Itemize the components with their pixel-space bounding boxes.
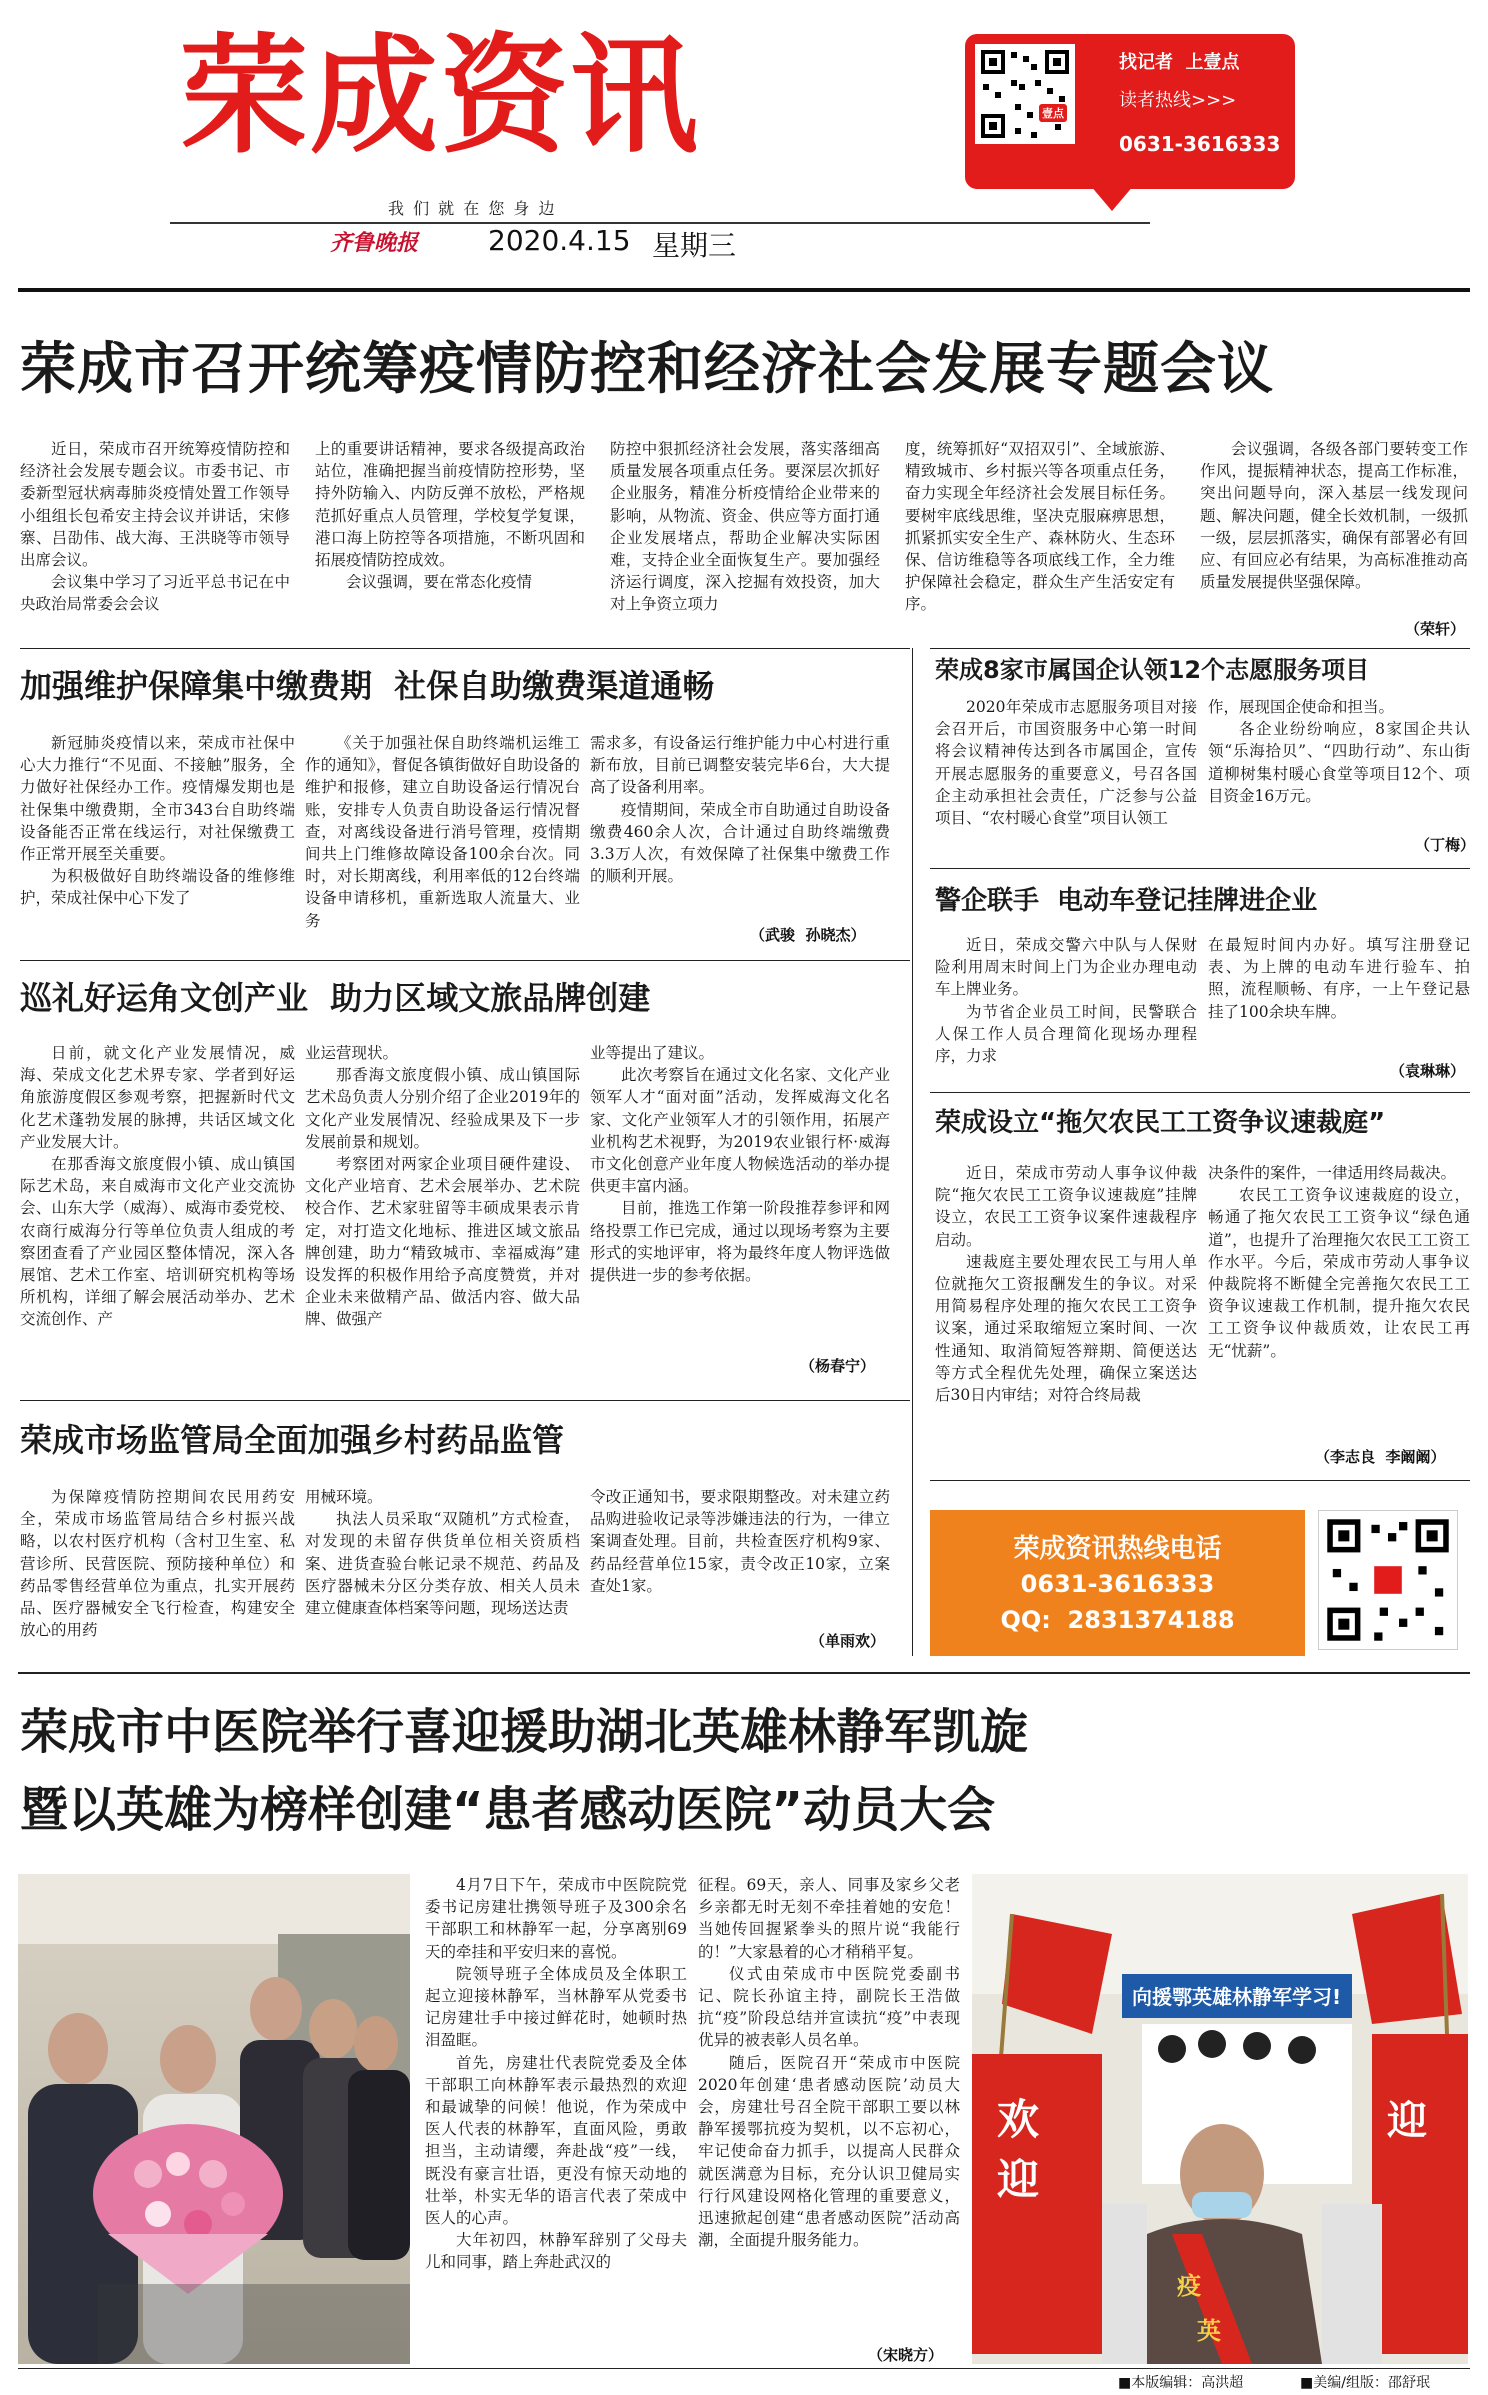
photo-flower-welcome [18, 1874, 410, 2364]
main1-byline: （荣轩） [1405, 620, 1466, 638]
article-paragraph: 各企业纷纷响应，8家国企共认领“乐海拾贝”、“四助行动”、东山街道柳树集村暖心食堂等项目12个、项目资金16万元。 [1208, 720, 1470, 805]
r1-byline: （丁梅） [1415, 836, 1476, 854]
r1-col2 [1208, 696, 1470, 846]
article-paragraph: 征程。69天，亲人、同事及家乡父老乡亲都无时无刻不牵挂着她的安危！当她传回握紧拳头的照片说“我能行的！”大家悬着的心才稍稍平复。 [698, 1876, 960, 1961]
article-paragraph: 近日，荣成市劳动人事争议仲裁院“拖欠农民工工资争议速裁庭”挂牌设立，农民工工资争议案件速裁程序启动。 [935, 1164, 1197, 1249]
article-paragraph: 在最短时间内办好。填写注册登记表、为上牌的电动车进行验车、拍照，流程顺畅、有序，一上午登记悬挂了100余块车牌。 [1208, 936, 1470, 1021]
article-paragraph: 此次考察旨在通过文化名家、文化产业领军人才“面对面”活动，发挥威海文化名家、文化产业领军人才的引领作用，拓展产业机构艺术视野，为2019农业银行杯·威海市文化创意产业年度人物候选活动的举办提供更丰富内涵。 [590, 1066, 890, 1196]
main1-col5 [1200, 438, 1468, 638]
hotline-ad [930, 1510, 1305, 1656]
a2-col1 [20, 732, 295, 954]
svg-text:迎: 迎 [997, 2155, 1040, 2204]
hotline-ad-title: 荣成资讯热线电话 [1013, 1534, 1222, 1564]
article-paragraph: 近日，荣成交警六中队与人保财险利用周末时间上门为企业办理电动车上牌业务。 [935, 936, 1197, 999]
article-paragraph: 为保障疫情防控期间农民用药安全，荣成市场监管局结合乡村振兴战略，以农村医疗机构（含村卫生室、私营诊所、民营医院、预防接种单位）和药品零售经营单位为重点，扎实开展药品、医疗器械安全飞行检查，构建安全放心的用药 [20, 1488, 295, 1640]
article-paragraph: 疫情期间，荣成全市自助通过自助设备缴费460余人次，合计通过自助终端缴费3.3万人次，有效保障了社保集中缴费工作的顺利开展。 [590, 800, 890, 886]
rule-right-1 [930, 868, 1470, 869]
column-divider [912, 648, 913, 1656]
issue-weekday: 星期三 [652, 229, 737, 262]
a3-col3 [590, 1042, 890, 1352]
headline-a4: 荣成市场监管局全面加强乡村药品监管 [20, 1421, 565, 1459]
article-paragraph: 执法人员采取“双随机”方式检查，对发现的未留存供货单位相关资质档案、进货查验台帐记录不规范、药品及医疗器械未分区分类存放、相关人员未建立健康查体档案等问题，现场送达责 [305, 1510, 580, 1618]
r3-col1 [935, 1162, 1197, 1470]
bottom-byline: （宋晓方） [868, 2346, 944, 2364]
article-paragraph: 度，统筹抓好“双招双引”、全域旅游、精致城市、乡村振兴等各项重点任务，奋力实现全年经济社会发展目标任务。要树牢底线思维，坚决克服麻痹思想，抓紧抓实安全生产、森林防火、生态环保、信访维稳等各项底线工作，全力维护保障社会稳定，群众生产生活安定有序。 [905, 440, 1175, 614]
main1-col3 [610, 438, 880, 638]
article-paragraph: 防控中狠抓经济社会发展，落实落细高质量发展各项重点任务。要深层次抓好企业服务，精准分析疫情给企业带来的影响，从物流、资金、供应等方面打通企业发展堵点，帮助企业解决实际困难，支持企业全面恢复生产。要加强经济运行调度，深入挖掘有效投资，加大对上争资立项力 [610, 440, 880, 614]
a3-col1 [20, 1042, 295, 1377]
svg-text:迎: 迎 [1387, 2098, 1427, 2144]
r3-byline: （李志良 李阚阚） [1315, 1448, 1446, 1466]
rule-right-3 [930, 1480, 1470, 1481]
qr-code [975, 44, 1075, 144]
article-paragraph: 院领导班子全体成员及全体职工起立迎接林静军，当林静军从党委书记房建壮手中接过鲜花时，她顿时热泪盈眶。 [425, 1964, 687, 2050]
paper-logo: 齐鲁晚报 [330, 230, 419, 256]
article-paragraph: 目前，推选工作第一阶段推荐参评和网络投票工作已完成，通过以现场考察为主要形式的实地评审，将为最终年度人物评选做提供进一步的参考依据。 [590, 1199, 890, 1285]
rule-bottom-feature [18, 1672, 1470, 1674]
svg-text:英: 英 [1197, 2317, 1221, 2345]
svg-text:向援鄂英雄林静军学习!: 向援鄂英雄林静军学习! [1132, 1985, 1342, 2009]
footer-editor: ■本版编辑：高洪超 [1118, 2375, 1244, 2391]
article-paragraph: 会议强调，各级各部门要转变工作作风，提振精神状态，提高工作标准，突出问题导向，深入基层一线发现问题、解决问题，健全长效机制，一级抓一级，层层抓落实，确保有部署必有回应、有回应必有结果，为高标准推动高质量发展提供坚强保障。 [1200, 440, 1468, 592]
hotline-ad-qq: QQ: 2831374188 [1000, 1606, 1235, 1634]
rule-left-2 [20, 960, 910, 961]
rule-left-3 [20, 1400, 910, 1401]
article-paragraph: 4月7日下午，荣成市中医院院党委书记房建壮携领导班子及300余名干部职工和林静军一起，分享离别69天的牵挂和平安归来的喜悦。 [425, 1876, 687, 1961]
photo-return-ceremony [972, 1874, 1468, 2364]
r3-col2 [1208, 1162, 1470, 1442]
headline-main1: 荣成市召开统筹疫情防控和经济社会发展专题会议 [20, 337, 1274, 402]
a4-col1 [20, 1486, 295, 1646]
svg-text:欢: 欢 [997, 2095, 1040, 2144]
bottom-col1 [425, 1874, 687, 2349]
a2-col3 [590, 732, 890, 932]
article-paragraph: 作，展现国企使命和担当。 [1208, 698, 1395, 716]
article-paragraph: 《关于加强社保自助终端机运维工作的通知》，督促各镇街做好自助设备的维护和报修，建立自助设备运行情况台账，安排专人负责自助设备运行情况督查，对离线设备进行消号管理，疫情期间共上门维修故障设备100余台次。同时，对长期离线，利用率低的12台终端设备申请移机，重新选取人流量大、业务 [305, 734, 580, 930]
article-paragraph: 决条件的案件，一律适用终局裁决。 [1208, 1164, 1457, 1182]
masthead-title: 荣成资讯 [180, 22, 701, 171]
article-paragraph: 首先，房建壮代表院党委及全体干部职工向林静军表示最热烈的欢迎和最诚挚的问候！他说，作为荣成中医人代表的林静军，直面风险，勇敢担当，主动请缨，奔赴战“疫”一线，既没有豪言壮语，更没有惊天动地的壮举，朴实无华的语言代表了荣成中医人的心声。 [425, 2053, 687, 2228]
article-paragraph: 需求多，有设备运行维护能力中心村进行重新布放，目前已调整安装完毕6台，大大提高了设备利用率。 [590, 734, 890, 797]
article-paragraph: 会议强调，要在常态化疫情 [346, 573, 533, 592]
app-badge: 壹点 [1039, 104, 1067, 122]
svg-text:疫: 疫 [1177, 2272, 1201, 2300]
article-paragraph: 新冠肺炎疫情以来，荣成市社保中心大力推行“不见面、不接触”服务，全力做好社保经办工作。疫情爆发期也是社保集中缴费期，全市343台自助终端设备能否正常在线运行，对社保缴费工作正常开展至关重要。 [20, 734, 295, 864]
main1-col2 [315, 438, 585, 638]
a4-col3 [590, 1486, 890, 1624]
article-paragraph: 速裁庭主要处理农民工与用人单位就拖欠工资报酬发生的争议。对采用简易程序处理的拖欠农民工工资争议案，通过采取缩短立案时间、一次性通知、取消简短答辩期、简便送达等方式全程优先处理，确保立案送达后30日内审结；对符合终局裁 [935, 1252, 1197, 1405]
article-paragraph: 为节省企业员工时间，民警联合人保工作人员合理简化现场办理程序，力求 [935, 1002, 1197, 1066]
main1-col4 [905, 438, 1175, 638]
headline-r3: 荣成设立“拖欠农民工工资争议速裁庭” [935, 1108, 1386, 1138]
article-paragraph: 那香海文旅度假小镇、成山镇国际艺术岛负责人分别介绍了企业2019年的文化产业发展情况、经验成果及下一步发展前景和规划。 [305, 1066, 580, 1151]
bottom-col2 [698, 1874, 960, 2324]
article-paragraph: 会议集中学习了习近平总书记在中央政治局常委会会议 [20, 573, 290, 614]
main1-col1 [20, 438, 290, 638]
article-paragraph: 日前，就文化产业发展情况，威海、荣成文化艺术界专家、学者到好运角旅游度假区参观考察，把握新时代文化艺术蓬勃发展的脉搏，共话区域文化产业发展大计。 [20, 1044, 295, 1151]
rule-left-1 [20, 648, 910, 649]
rule-right-0 [930, 648, 1470, 649]
article-paragraph: 令改正通知书，要求限期整改。对未建立药品购进验收记录等涉嫌违法的行为，一律立案调查处理。目前，共检查医疗机构9家、药品经营单位15家，责令改正10家，立案查处1家。 [590, 1488, 890, 1595]
headline-a2: 加强维护保障集中缴费期 社保自助缴费渠道通畅 [20, 667, 715, 705]
headline-a3: 巡礼好运角文创产业 助力区域文旅品牌创建 [20, 979, 651, 1017]
a3-byline: （杨春宁） [800, 1357, 876, 1375]
r2-col1 [935, 934, 1197, 1080]
a4-col2 [305, 1486, 580, 1646]
article-paragraph: 近日，荣成市召开统筹疫情防控和经济社会发展专题会议。市委书记、市委新型冠状病毒肺炎疫情处置工作领导小组组长包希安主持会议并讲话，宋修寨、吕劭伟、战大海、王洪晓等市领导出席会议。 [20, 440, 290, 570]
article-paragraph: 农民工工资争议速裁庭的设立，畅通了拖欠农民工工资争议“绿色通道”，也提升了治理拖欠农民工工资工作水平。今后，荣成市劳动人事争议仲裁院将不断健全完善拖欠农民工工资争议速裁工作机制，提升拖欠农民工工资争议仲裁质效，让农民工再无“忧薪”。 [1208, 1186, 1470, 1360]
hotline-phone: 0631-3616333 [1119, 132, 1281, 156]
article-paragraph: 用械环境。 [305, 1488, 383, 1506]
article-paragraph: 2020年荣成市志愿服务项目对接会召开后，市国资服务中心第一时间将会议精神传达到各市属国企，宣传开展志愿服务的重要意义，号召各国企主动承担社会责任，广泛参与公益项目、“农村暖心食堂”项目认领工 [935, 698, 1197, 828]
headline-r2: 警企联手 电动车登记挂牌进企业 [935, 886, 1318, 916]
article-paragraph: 业等提出了建议。 [590, 1044, 715, 1062]
r2-col2 [1208, 934, 1470, 1054]
hotline-ad-phone: 0631-3616333 [1020, 1570, 1215, 1598]
r2-byline: （袁琳琳） [1390, 1062, 1466, 1080]
a2-byline: （武骏 孙晓杰） [750, 926, 866, 944]
r1-col1 [935, 696, 1197, 856]
article-paragraph: 在那香海文旅度假小镇、成山镇国际艺术岛，来自威海市文化产业交流协会、山东大学（威海）、威海市委党校、农商行威海分行等单位负责人组成的考察团查看了产业园区整体情况，深入各展馆、艺术工作室、培训研究机构等场所机构，详细了解会展活动举办、艺术交流创作、产 [20, 1155, 295, 1329]
hotline-line2: 读者热线>>> [1119, 90, 1237, 111]
headline-r1: 荣成8家市属国企认领12个志愿服务项目 [935, 656, 1370, 684]
headline-bottom-2: 暨以英雄为榜样创建“患者感动医院”动员大会 [20, 1782, 996, 1838]
masthead-slogan: 我 们 就 在 您 身 边 [388, 199, 557, 218]
headline-bottom-1: 荣成市中医院举行喜迎援助湖北英雄林静军凯旋 [20, 1704, 1029, 1760]
ad-qr-code [1318, 1510, 1458, 1650]
article-paragraph: 仪式由荣成市中医院党委副书记、院长孙谊主持，副院长王浩做抗“疫”阶段总结并宣读抗“疫”中表现优异的被表彰人员名单。 [698, 1964, 960, 2050]
a2-col2 [305, 732, 580, 954]
footer-rule [18, 2368, 1470, 2369]
footer-designer: ■美编/组版：邵舒珉 [1300, 2375, 1430, 2391]
article-paragraph: 上的重要讲话精神，要求各级提高政治站位，准确把握当前疫情防控形势，坚持外防输入、内防反弹不放松，严格规范抓好重点人员管理，学校复学复课，港口海上防控等各项措施，不断巩固和拓展疫情防控成效。 [315, 440, 585, 570]
hotline-box-tail [1090, 185, 1134, 211]
article-paragraph: 为积极做好自助终端设备的维修维护，荣成社保中心下发了 [20, 867, 295, 908]
issue-date: 2020.4.15 [488, 224, 631, 257]
article-paragraph: 考察团对两家企业项目硬件建设、文化产业培育、艺术会展举办、艺术院校合作、艺术家驻留等丰硕成果表示肯定，对打造文化地标、推进区域文旅品牌创建，助力“精致城市、幸福威海”建设发挥的积极作用给予高度赞赏，并对企业未来做精产品、做活内容、做大品牌、做强产 [305, 1155, 580, 1329]
article-paragraph: 业运营现状。 [305, 1044, 399, 1062]
a3-col2 [305, 1042, 580, 1377]
rule-right-2 [930, 1092, 1470, 1093]
hotline-line1: 找记者 上壹点 [1119, 52, 1240, 73]
article-paragraph: 大年初四，林静军辞别了父母夫儿和同事，踏上奔赴武汉的 [425, 2231, 687, 2272]
a4-byline: （单雨欢） [810, 1632, 886, 1650]
reporter-hotline-box [965, 34, 1295, 189]
article-paragraph: 随后，医院召开“荣成市中医院2020年创建‘患者感动医院’动员大会，房建壮号召全院干部职工要以林静军援鄂抗疫为契机，以不忘初心，牢记使命奋力抓手，以提高人民群众就医满意为目标，充分认识卫健局实行行风建设网格化管理的重要意义，迅速掀起创建“患者感动医院”活动高潮，全面提升服务能力。 [698, 2053, 960, 2250]
masthead-bottom-rule [18, 288, 1470, 292]
